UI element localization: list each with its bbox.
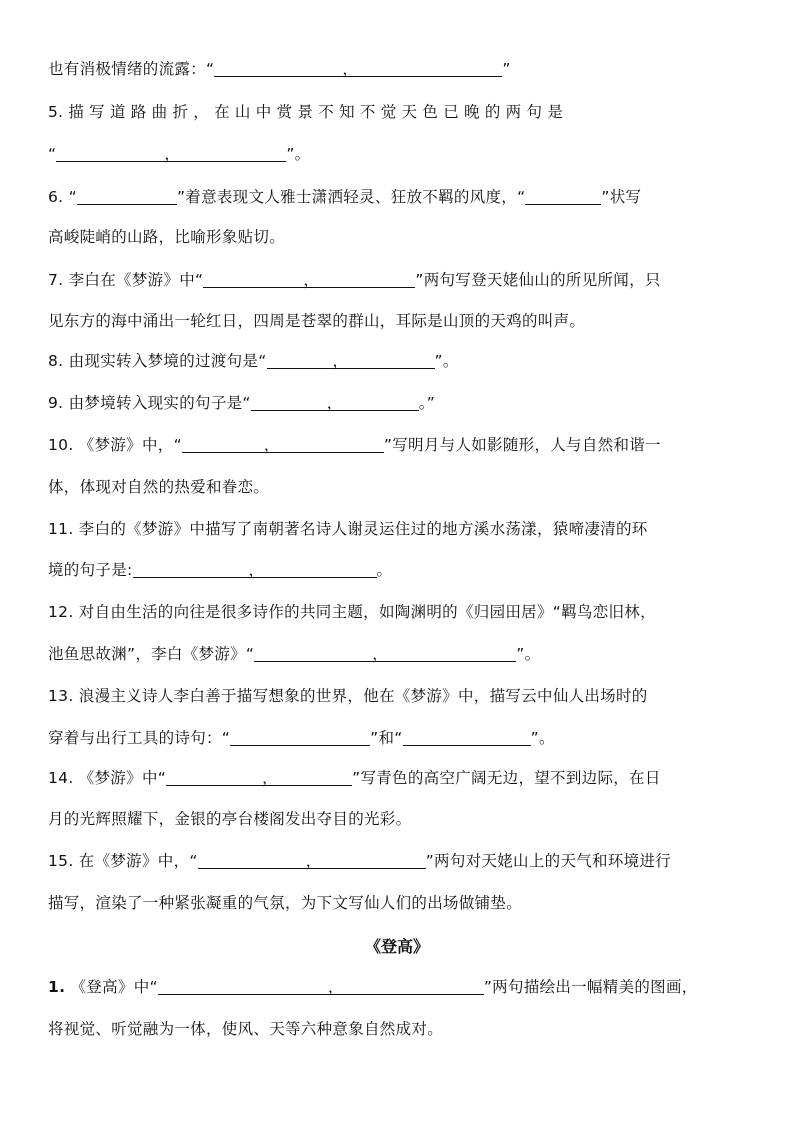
- question-7-cont: 见东方的海中涌出一轮红日，四周是苍翠的群山，耳际是山顶的天鸡的叫声。: [48, 312, 586, 330]
- answer-blank[interactable]: ，: [198, 852, 426, 869]
- question-8: 8. 由现实转入梦境的过渡句是“ ， ”。: [48, 352, 459, 370]
- denggao-question-1-cont: 将视觉、听觉融为一体，使风、天等六种意象自然成对。: [48, 1020, 444, 1038]
- question-15-cont: 描写，渲染了一种紧张凝重的气氛，为下文写仙人们的出场做铺垫。: [48, 894, 523, 912]
- answer-blank[interactable]: ，: [56, 145, 286, 162]
- question-10: 10. 《梦游》中，“ ， ”写明月与人如影随形，人与自然和谐一: [48, 436, 661, 454]
- question-12-cont: 池鱼思故渊”，李白《梦游》“ ， ”。: [48, 645, 541, 663]
- question-9: 9. 由梦境转入现实的句子是“ ， 。”: [48, 394, 436, 412]
- question-12: 12. 对自由生活的向往是很多诗作的共同主题，如陶渊明的《归园田居》“羁鸟恋旧林，: [48, 603, 656, 621]
- denggao-question-1: 1. 《登高》中“ ， ”两句描绘出一幅精美的图画，: [48, 978, 698, 996]
- answer-blank[interactable]: ，: [166, 769, 352, 786]
- question-14: 14. 《梦游》中“ ， ”写青色的高空广阔无边，望不到边际，在日: [48, 769, 661, 787]
- text-line-1: 也有消极情绪的流露：“ ， ”: [48, 60, 511, 78]
- answer-blank[interactable]: ，: [158, 978, 484, 995]
- answer-blank[interactable]: [403, 729, 531, 746]
- answer-blank[interactable]: ，: [133, 561, 377, 578]
- answer-blank[interactable]: ，: [251, 394, 419, 411]
- answer-blank[interactable]: [525, 188, 601, 205]
- answer-blank[interactable]: ，: [182, 436, 384, 453]
- question-14-cont: 月的光辉照耀下，金银的亭台楼阁发出夺目的光彩。: [48, 810, 412, 828]
- answer-blank[interactable]: ，: [254, 645, 516, 662]
- answer-blank[interactable]: ，: [214, 60, 502, 77]
- question-7: 7. 李白在《梦游》中“ ， ”两句写登天姥仙山的所见所闻，只: [48, 271, 661, 289]
- section-title: 《登高》: [364, 937, 429, 956]
- question-15: 15. 在《梦游》中，“ ， ”两句对天姥山上的天气和环境进行: [48, 852, 672, 870]
- answer-blank[interactable]: ，: [203, 271, 415, 288]
- question-11-cont: 境的句子是: ， 。: [48, 561, 393, 579]
- answer-blank[interactable]: [77, 188, 177, 205]
- question-10-cont: 体，体现对自然的热爱和眷恋。: [48, 478, 270, 496]
- question-11: 11. 李白的《梦游》中描写了南朝著名诗人谢灵运住过的地方溪水荡漾，猿啼凄清的环: [48, 520, 648, 538]
- question-6: 6. “ ”着意表现文人雅士潇洒轻灵、狂放不羁的风度，“ ”状写: [48, 188, 642, 206]
- answer-blank[interactable]: ，: [267, 352, 435, 369]
- question-5-cont: “ ， ”。: [48, 145, 311, 163]
- answer-blank[interactable]: [230, 729, 370, 746]
- question-13-cont: 穿着与出行工具的诗句：“ ”和“ ”。: [48, 729, 555, 747]
- question-6-cont: 高峻陡峭的山路，比喻形象贴切。: [48, 228, 286, 246]
- question-13: 13. 浪漫主义诗人李白善于描写想象的世界，他在《梦游》中，描写云中仙人出场时的: [48, 687, 648, 705]
- question-5: 5. 描 写 道 路 曲 折 ， 在 山 中 赏 景 不 知 不 觉 天 色 已 晚 的 两 句 是: [48, 103, 564, 121]
